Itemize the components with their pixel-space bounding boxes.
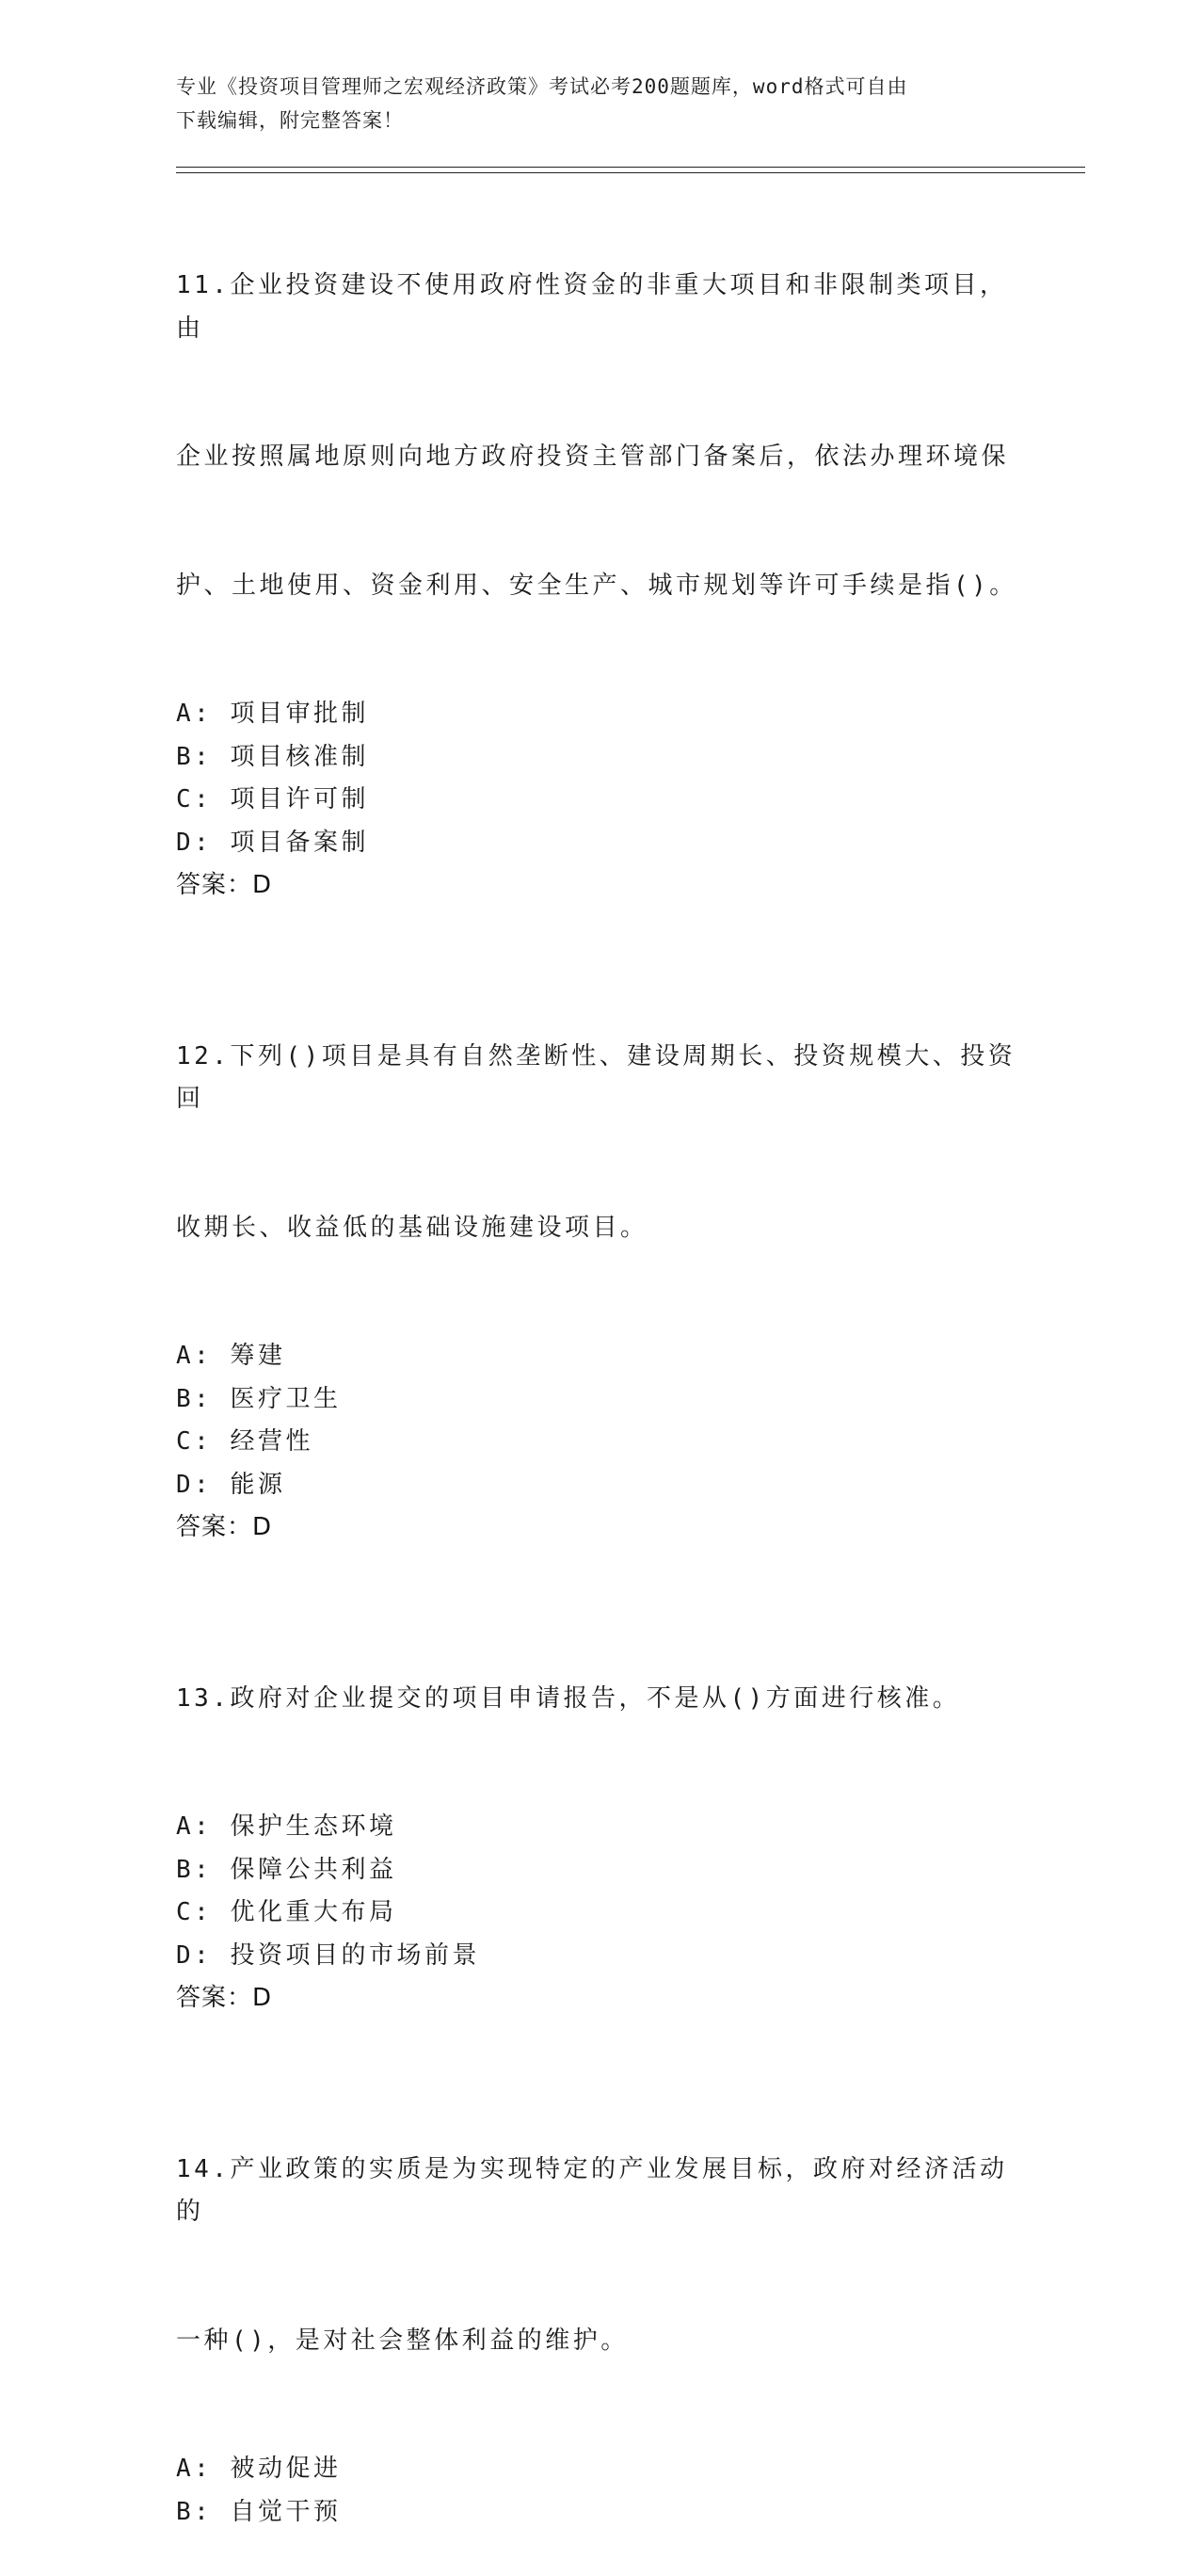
option-b: B: 自觉干预: [176, 2497, 342, 2526]
header-divider: [176, 167, 1085, 168]
question-list: [176, 179, 1023, 2576]
document-header: [176, 70, 1023, 137]
option-a: A: 保护生态环境: [176, 1812, 397, 1841]
question-12: [176, 950, 1023, 1550]
option-a: A: 被动促进: [176, 2455, 342, 2483]
stem-line: 企业按照属地原则向地方政府投资主管部门备案后，依法办理环境保: [176, 443, 1010, 471]
question-11: [176, 179, 1023, 908]
question-stem: [176, 179, 1023, 693]
answer-line: 答案：D: [176, 1513, 273, 1541]
stem-line: 11.企业投资建设不使用政府性资金的非重大项目和非限制类项目，由: [176, 271, 1008, 343]
stem-line: 收期长、收益低的基础设施建设项目。: [176, 1213, 648, 1242]
stem-line: 13.政府对企业提交的项目申请报告，不是从()方面进行核准。: [176, 1683, 961, 1713]
question-13: [176, 1592, 1023, 2021]
option-d: D: 项目备案制: [176, 828, 369, 857]
option-b: B: 医疗卫生: [176, 1384, 342, 1413]
option-b: B: 保障公共利益: [176, 1855, 397, 1884]
question-stem: [176, 2063, 1023, 2449]
option-b: B: 项目核准制: [176, 742, 369, 771]
stem-line: 12.下列()项目是具有自然垄断性、建设周期长、投资规模大、投资回: [176, 1041, 1016, 1113]
question-stem: [176, 1592, 1023, 1807]
answer-line: 答案：D: [176, 871, 273, 899]
answer-line: 答案：D: [176, 1984, 273, 2012]
header-divider: [176, 172, 1085, 173]
option-c: C: 经营性: [176, 1427, 313, 1456]
option-d: D: 投资项目的市场前景: [176, 1940, 480, 1970]
option-a: A: 筹建: [176, 1342, 286, 1370]
question-14: [176, 2063, 1023, 2535]
option-c: C: 优化重大布局: [176, 1898, 397, 1926]
question-stem: [176, 950, 1023, 1336]
stem-line: 14.产业政策的实质是为实现特定的产业发展目标，政府对经济活动的: [176, 2154, 1008, 2226]
stem-line: 护、土地使用、资金利用、安全生产、城市规划等许可手续是指()。: [176, 571, 1017, 600]
header-line: 专业《投资项目管理师之宏观经济政策》考试必考200题题库，word格式可自由: [176, 75, 908, 98]
stem-line: 一种()，是对社会整体利益的维护。: [176, 2326, 629, 2355]
option-c: C: 项目许可制: [176, 785, 369, 813]
option-a: A: 项目审批制: [176, 700, 369, 728]
header-line: 下载编辑，附完整答案！: [176, 109, 404, 132]
option-d: D: 能源: [176, 1470, 286, 1499]
